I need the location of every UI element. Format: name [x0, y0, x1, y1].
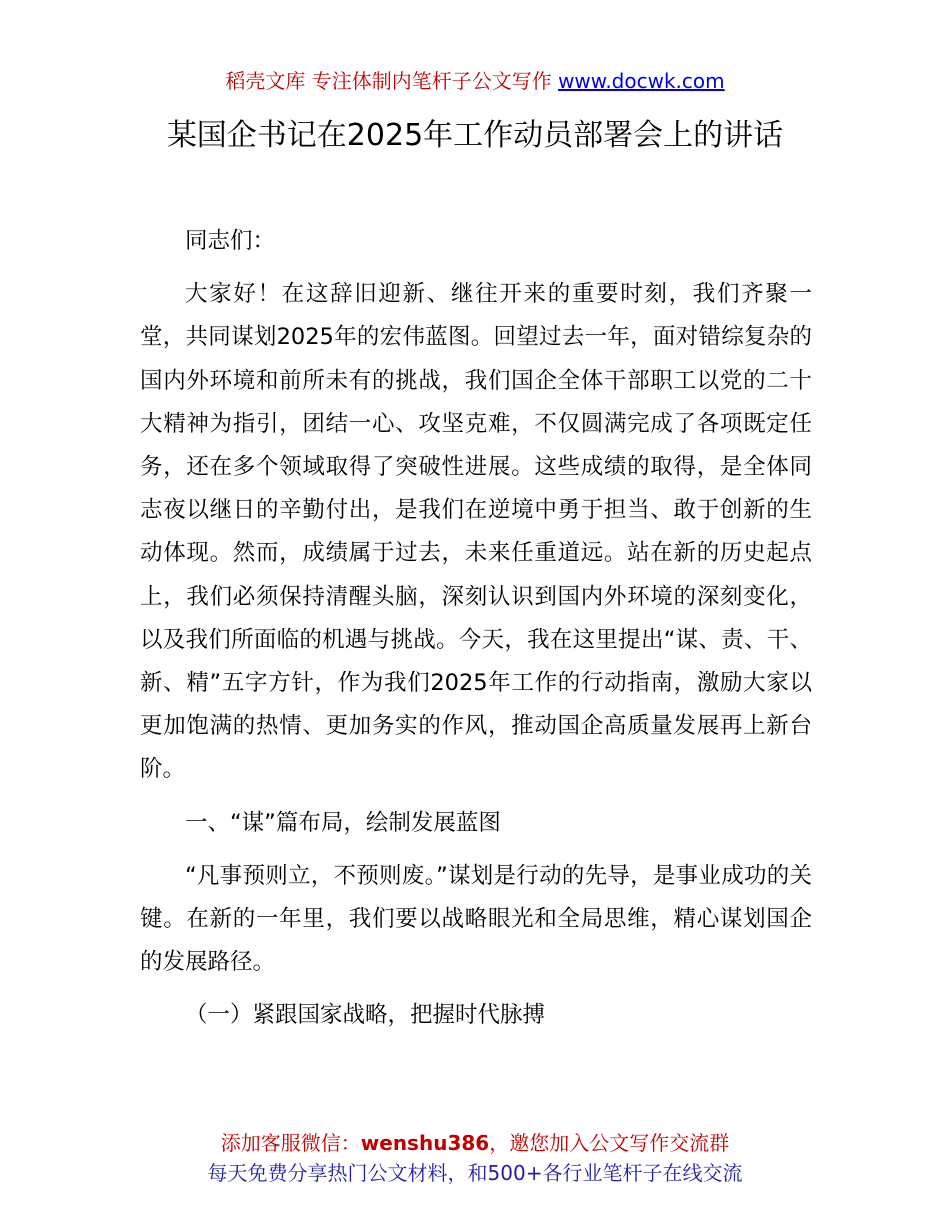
footer-wechat-id: wenshu386: [360, 1131, 490, 1155]
body-paragraph: 大家好！在这辞旧迎新、继往开来的重要时刻，我们齐聚一堂，共同谋划2025年的宏伟蓝图。回望过去一年，面对错综复杂的国内外环境和前所未有的挑战，我们国企全体干部职工以党的二十大精神为指引，团结一心、攻坚克难，不仅圆满完成了各项既定任务，还在多个领域取得了突破性进展。这些成绩的取得，是全体同志夜以继日的辛勤付出，是我们在逆境中勇于担当、敢于创新的生动体现。然而，成绩属于过去，未来任重道远。站在新的历史起点上，我们必须保持清醒头脑，深刻认识到国内外环境的深刻变化，以及我们所面临的机遇与挑战。今天，我在这里提出“谋、责、干、新、精”五字方针，作为我们2025年工作的行动指南，激励大家以更加饱满的热情、更加务实的作风，推动国企高质量发展再上新台阶。: [140, 281, 812, 783]
page-header: [0, 66, 950, 96]
section-heading: 一、“谋”篇布局，绘制发展蓝图: [185, 809, 501, 836]
subsection-heading: （一）紧跟国家战略，把握时代脉搏: [185, 1002, 546, 1029]
body-paragraph: “凡事预则立，不预则废。”谋划是行动的先导，是事业成功的关键。在新的一年里，我们要以战略眼光和全局思维，精心谋划国企的发展路径。: [140, 862, 812, 976]
page-footer: [0, 1128, 950, 1188]
footer-line-2: 每天免费分享热门公文材料，和500+各行业笔杆子在线交流: [207, 1161, 743, 1185]
footer-prefix: 添加客服微信：: [220, 1131, 361, 1155]
header-url-link[interactable]: www.docwk.com: [558, 69, 725, 93]
header-brand: 稻壳文库 专注体制内笔杆子公文写作: [225, 69, 552, 93]
footer-line-1: [0, 1128, 950, 1158]
footer-suffix: ，邀您加入公文写作交流群: [489, 1131, 730, 1155]
document-title: 某国企书记在2025年工作动员部署会上的讲话: [166, 118, 784, 153]
document-body: [140, 220, 812, 1038]
salutation: 同志们：: [185, 228, 276, 254]
